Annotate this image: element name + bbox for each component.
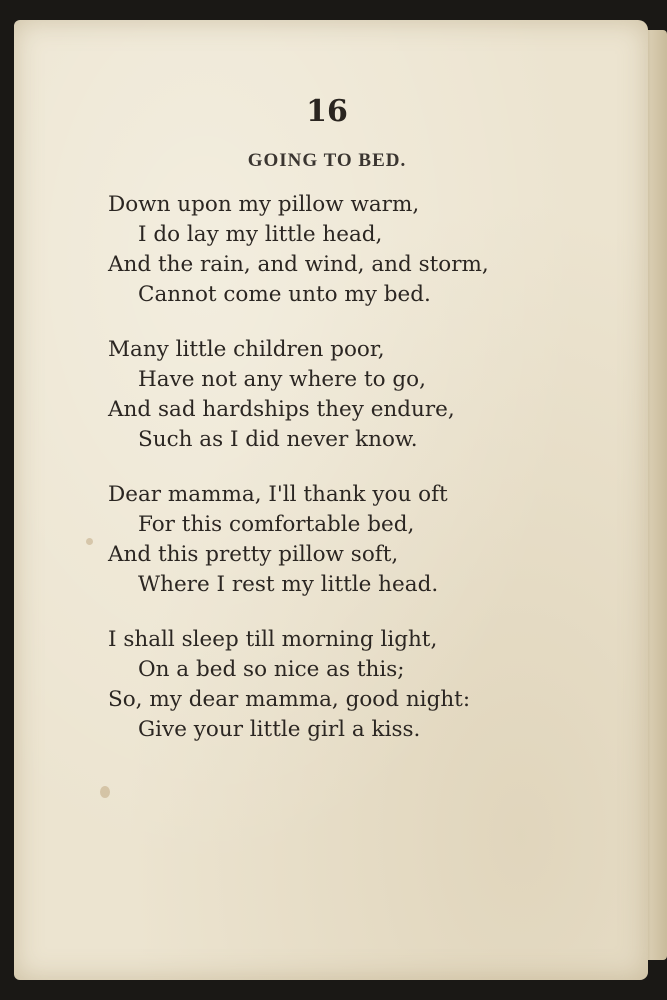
stanza-2 xyxy=(108,335,628,455)
foxing-spot xyxy=(100,786,110,798)
verse-line: So, my dear mamma, good night: xyxy=(108,687,471,712)
page-number: 16 xyxy=(306,94,348,129)
verse-line: Many little children poor, xyxy=(108,337,385,362)
verse-line: And this pretty pillow soft, xyxy=(108,542,399,567)
book-page xyxy=(14,20,648,980)
verse-line: Give your little girl a kiss. xyxy=(138,717,421,742)
stanza-4 xyxy=(108,625,628,745)
verse-line: Where I rest my little head. xyxy=(138,572,439,597)
verse-line: On a bed so nice as this; xyxy=(138,657,405,682)
verse-line: Have not any where to go, xyxy=(138,367,426,392)
verse-line: Cannot come unto my bed. xyxy=(138,282,431,307)
verse-line: For this comfortable bed, xyxy=(138,512,415,537)
stanza-3 xyxy=(108,480,628,600)
verse-line: Down upon my pillow warm, xyxy=(108,192,420,217)
stanza-1 xyxy=(108,190,628,310)
foxing-spot xyxy=(86,538,93,545)
verse-line: And the rain, and wind, and storm, xyxy=(108,252,489,277)
verse-line: And sad hardships they endure, xyxy=(108,397,455,422)
verse-line: Dear mamma, I'll thank you oft xyxy=(108,482,448,507)
verse-line: I shall sleep till morning light, xyxy=(108,627,438,652)
poem-body xyxy=(108,190,628,770)
verse-line: Such as I did never know. xyxy=(138,427,418,452)
poem-title: GOING TO BED. xyxy=(247,150,407,171)
verse-line: I do lay my little head, xyxy=(138,222,383,247)
